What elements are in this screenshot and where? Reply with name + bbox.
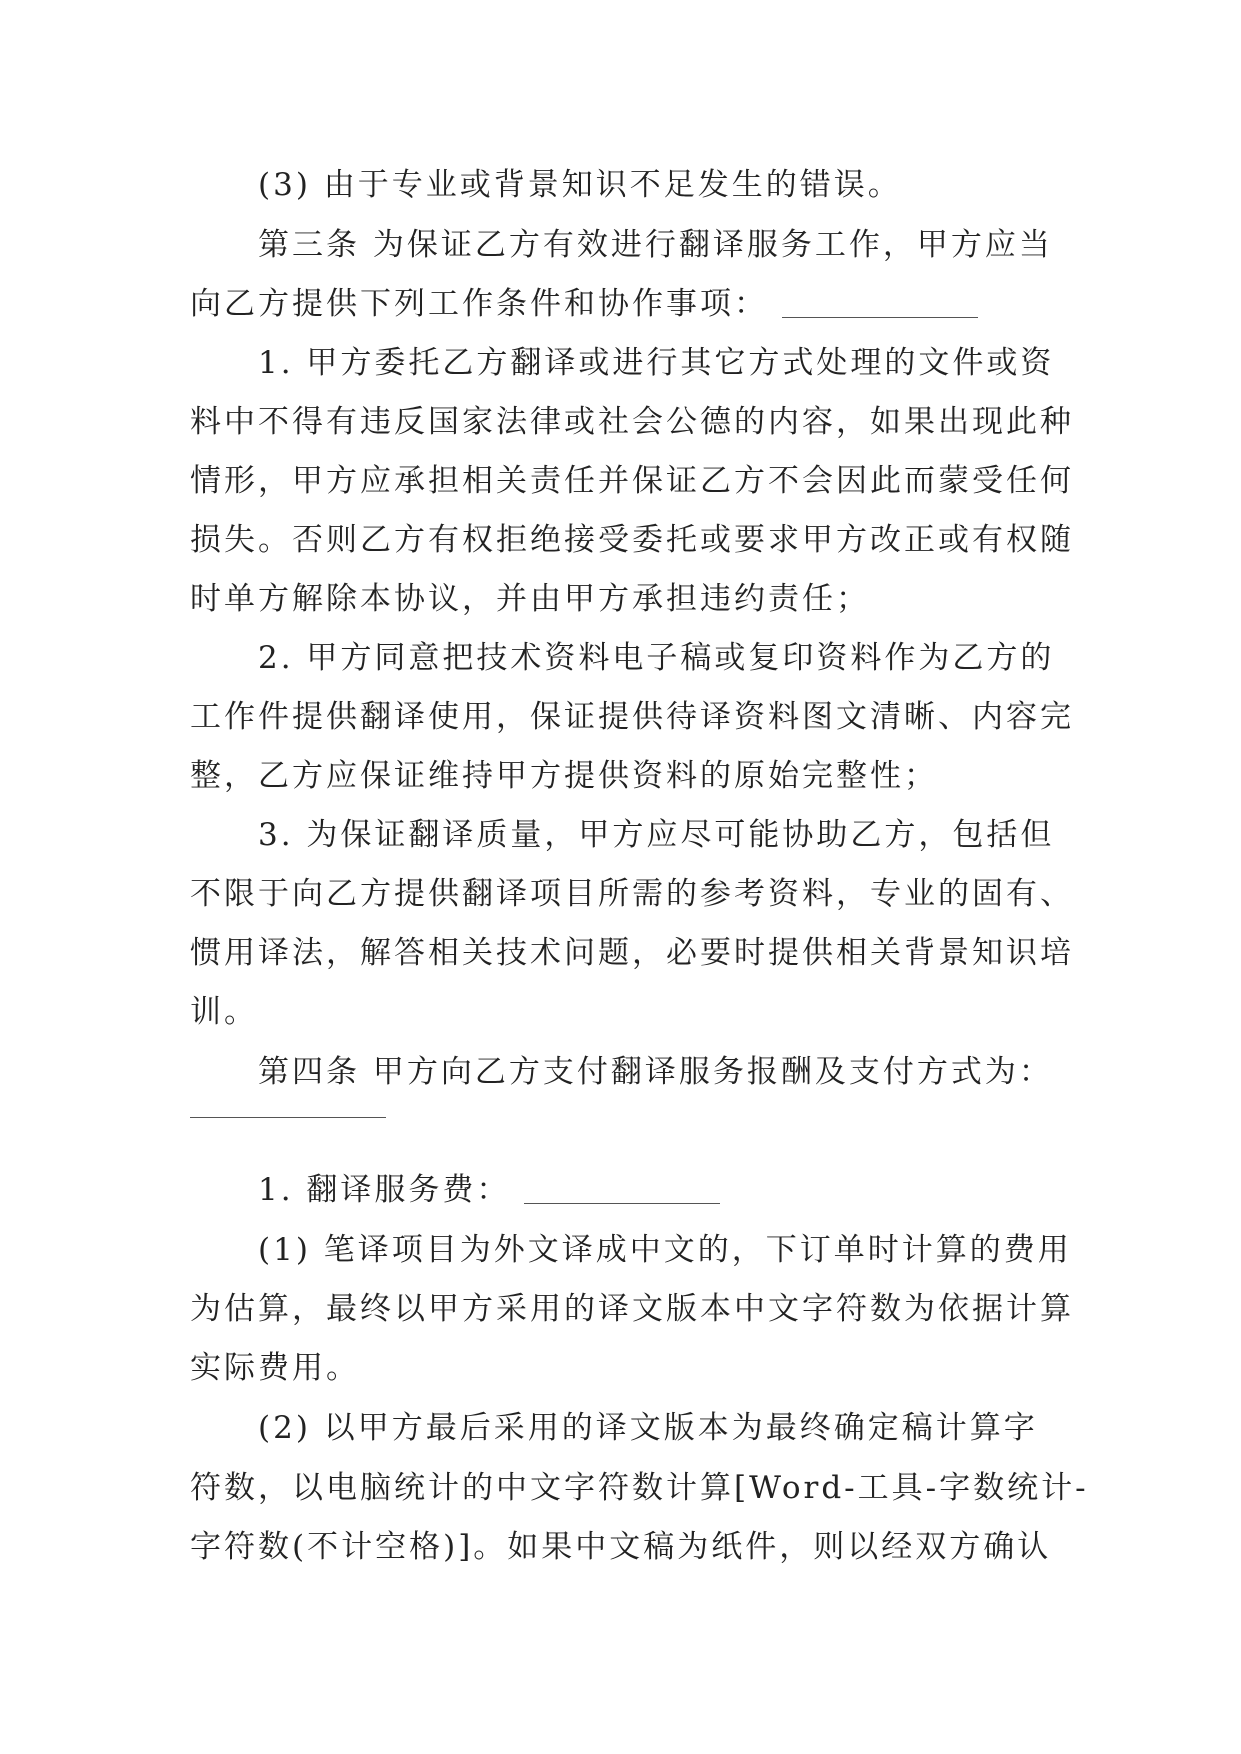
paragraph-line: 实际费用。 [190,1350,360,1386]
paragraph-line: 为估算，最终以甲方采用的译文版本中文字符数为依据计算 [190,1291,1074,1327]
fill-in-blank [190,1117,386,1118]
paragraph-line: 损失。否则乙方有权拒绝接受委托或要求甲方改正或有权随 [190,522,1074,558]
item-1-line: (1) 笔译项目为外文译成中文的，下订单时计算的费用 [258,1232,1072,1268]
clause-1-line: 1. 甲方委托乙方翻译或进行其它方式处理的文件或资 [258,345,1055,381]
paragraph-line-text: 向乙方提供下列工作条件和协作事项： [190,286,768,322]
paragraph-line: 训。 [190,994,258,1030]
paragraph-line: 整，乙方应保证维持甲方提供资料的原始完整性； [190,758,938,794]
fee-line [258,1170,1138,1210]
fill-in-blank [524,1202,720,1204]
paragraph-line: 字符数(不计空格)]。如果中文稿为纸件，则以经双方确认 [190,1529,1052,1565]
paragraph-line: (3) 由于专业或背景知识不足发生的错误。 [258,167,902,203]
paragraph-line: 时单方解除本协议，并由甲方承担违约责任； [190,581,870,617]
clause-3-line: 3. 为保证翻译质量，甲方应尽可能协助乙方，包括但 [258,817,1055,853]
clause-2-line: 2. 甲方同意把技术资料电子稿或复印资料作为乙方的 [258,640,1055,676]
article-3-heading-line: 第三条 为保证乙方有效进行翻译服务工作，甲方应当 [258,227,1053,263]
paragraph-line: 符数，以电脑统计的中文字符数计算[Word-工具-字数统计- [190,1470,1089,1506]
article-4-heading-line: 第四条 甲方向乙方支付翻译服务报酬及支付方式为： [258,1054,1053,1090]
paragraph-line: 料中不得有违反国家法律或社会公德的内容，如果出现此种 [190,404,1074,440]
fill-in-blank [782,316,978,318]
paragraph-line: 不限于向乙方提供翻译项目所需的参考资料，专业的固有、 [190,876,1074,912]
item-2-line: (2) 以甲方最后采用的译文版本为最终确定稿计算字 [258,1410,1038,1446]
paragraph-line: 工作件提供翻译使用，保证提供待译资料图文清晰、内容完 [190,699,1074,735]
fee-label: 1. 翻译服务费： [258,1172,511,1208]
paragraph-line: 惯用译法，解答相关技术问题，必要时提供相关背景知识培 [190,935,1074,971]
paragraph-line: 情形，甲方应承担相关责任并保证乙方不会因此而蒙受任何 [190,463,1074,499]
paragraph-line [190,284,1070,324]
